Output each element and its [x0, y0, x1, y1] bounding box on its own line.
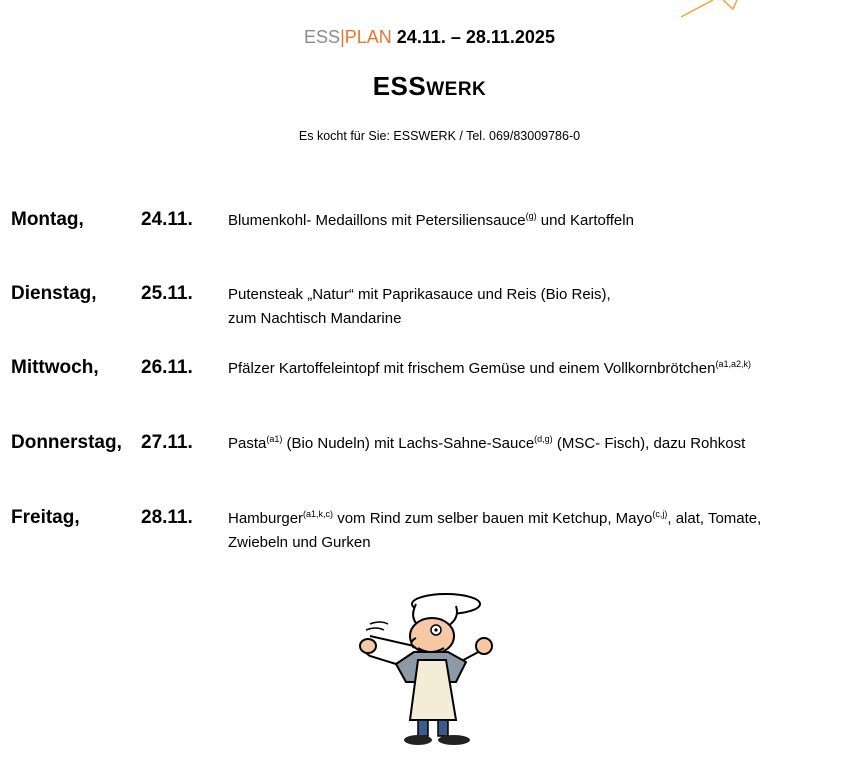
- dish-segment: Blumenkohl- Medaillons mit Petersiliensauce: [228, 212, 526, 229]
- allergen-code: (a1,a2,k): [715, 359, 751, 369]
- dish-segment: (MSC- Fisch), dazu Rohkost: [552, 435, 746, 452]
- day-label: Freitag,: [11, 507, 80, 528]
- star-outline-icon: [675, 0, 745, 20]
- allergen-code: (c,j): [652, 509, 668, 519]
- brand-separator: |: [340, 27, 345, 47]
- day-label: Montag,: [11, 209, 84, 230]
- date-label: 28.11.: [141, 507, 193, 528]
- allergen-code: (a1): [266, 434, 283, 444]
- dish-text: [228, 432, 853, 456]
- brand-ess: ESS: [304, 27, 341, 47]
- dish-segment: Pasta: [228, 435, 267, 452]
- day-label: Dienstag,: [11, 283, 97, 304]
- contact-line: Es kocht für Sie: ESSWERK / Tel. 069/83009786-0: [298, 129, 581, 143]
- date-label: 24.11.: [141, 209, 193, 230]
- dish-text: [228, 283, 853, 331]
- day-label: Mittwoch,: [11, 357, 99, 378]
- dish-segment: vom Rind zum selber bauen mit Ketchup, Mayo: [333, 510, 653, 527]
- dish-segment: , alat, Tomate,: [667, 510, 762, 527]
- allergen-code: (a1,k,c): [303, 509, 334, 519]
- dish-segment: (Bio Nudeln) mit Lachs-Sahne-Sauce: [282, 435, 535, 452]
- dish-segment: Hamburger: [228, 510, 304, 527]
- dish-text: [228, 357, 853, 381]
- plan-header: [0, 26, 859, 48]
- brand-plan: PLAN: [344, 27, 392, 47]
- dish-segment: und Kartoffeln: [536, 212, 634, 229]
- dish-segment: Pfälzer Kartoffeleintopf mit frischem Gemüse und einem Vollkornbrötchen: [228, 360, 716, 377]
- allergen-code: (d,g): [534, 434, 553, 444]
- dish-segment: Putensteak „Natur“ mit Paprikasauce und Reis (Bio Reis),: [228, 286, 611, 303]
- date-label: 25.11.: [141, 283, 193, 304]
- dish-text: [228, 209, 853, 233]
- date-label: 27.11.: [141, 432, 193, 453]
- date-label: 26.11.: [141, 357, 193, 378]
- dish-text: [228, 507, 853, 555]
- day-label: Donnerstag,: [11, 432, 122, 453]
- title-small: WERK: [426, 79, 487, 100]
- dish-segment: zum Nachtisch Mandarine: [228, 310, 402, 327]
- title-big: ESS: [372, 71, 427, 101]
- page-title: [0, 70, 859, 106]
- chef-tasting-cartoon-icon: [356, 590, 501, 750]
- dish-segment: Zwiebeln und Gurken: [228, 534, 371, 551]
- allergen-code: (g): [525, 211, 537, 221]
- date-range: 24.11. – 28.11.2025: [396, 27, 555, 47]
